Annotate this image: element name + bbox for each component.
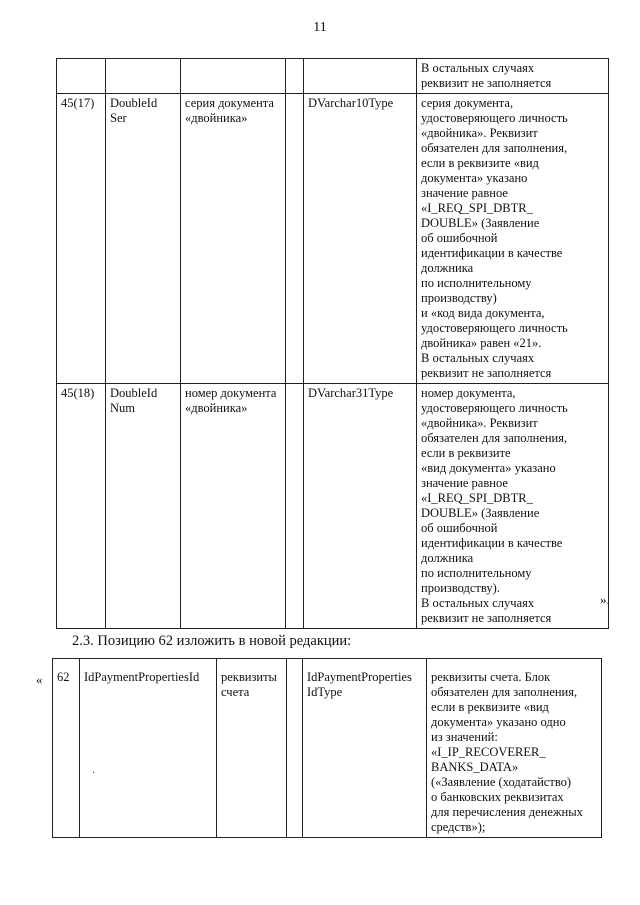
cell-num xyxy=(57,59,106,94)
closing-quote: ». xyxy=(600,592,610,607)
cell-label: серия документа «двойника» xyxy=(181,94,286,384)
cell-blank xyxy=(287,659,303,838)
cell-label: реквизиты счета xyxy=(217,659,287,838)
requisites-table xyxy=(56,58,609,629)
cell-blank xyxy=(286,59,304,94)
cell-type: IdPaymentProperties IdType xyxy=(303,659,427,838)
cell-name: IdPaymentPropertiesId xyxy=(80,659,217,838)
cell-name xyxy=(106,59,181,94)
page-number: 11 xyxy=(313,20,327,35)
stray-mark: · xyxy=(92,768,96,779)
cell-type: DVarchar31Type xyxy=(304,384,417,629)
cell-num: 62 xyxy=(53,659,80,838)
section-heading: 2.3. Позицию 62 изложить в новой редакции: xyxy=(72,633,352,649)
table-row xyxy=(57,59,609,94)
cell-type xyxy=(304,59,417,94)
cell-blank xyxy=(286,384,304,629)
cell-type: DVarchar10Type xyxy=(304,94,417,384)
table-row xyxy=(53,659,602,838)
table-row xyxy=(57,384,609,629)
cell-description: В остальных случаях реквизит не заполняется xyxy=(417,59,609,94)
cell-description: реквизиты счета. Блок обязателен для заполнения, если в реквизите «вид документа» указано одно из значений: «I_IP_RECOVERER_ BANKS_DATA» («Заявление (ходатайство) о банковских реквизитах для перечисления денежных средств»); xyxy=(427,659,602,838)
table-row xyxy=(57,94,609,384)
cell-name: DoubleId Ser xyxy=(106,94,181,384)
cell-description: номер документа, удостоверяющего личность «двойника». Реквизит обязателен для заполнения, если в реквизите «вид документа» указано значение равное «I_REQ_SPI_DBTR_ DOUBLE» (Заявление об ошибочной идентификации в качестве должника по исполнительному производству). В остальных случаях реквизит не заполняется xyxy=(417,384,609,629)
opening-quote: « xyxy=(36,672,43,687)
cell-blank xyxy=(286,94,304,384)
cell-label: номер документа «двойника» xyxy=(181,384,286,629)
cell-description: серия документа, удостоверяющего личность «двойника». Реквизит обязателен для заполнения, если в реквизите «вид документа» указано значение равное «I_REQ_SPI_DBTR_ DOUBLE» (Заявление об ошибочной идентификации в качестве должника по исполнительному производству) и «код вида документа, удостоверяющего личность двойника» равен «21». В остальных случаях реквизит не заполняется xyxy=(417,94,609,384)
cell-label xyxy=(181,59,286,94)
position-62-table xyxy=(52,658,602,838)
cell-name: DoubleId Num xyxy=(106,384,181,629)
cell-num: 45(18) xyxy=(57,384,106,629)
cell-num: 45(17) xyxy=(57,94,106,384)
